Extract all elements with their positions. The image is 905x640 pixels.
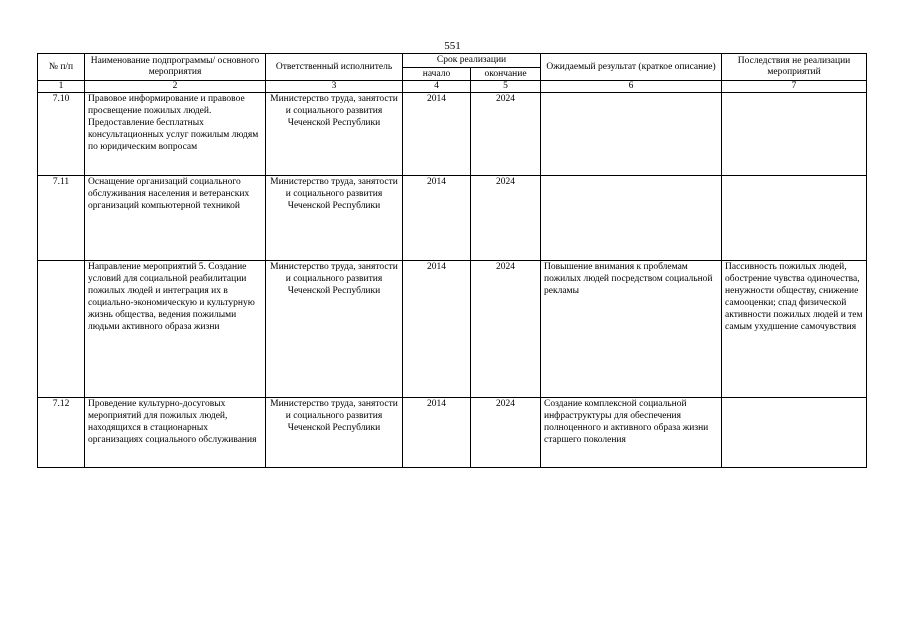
header-executor: Ответственный исполнитель (266, 54, 403, 81)
row-result (541, 93, 722, 176)
header-period: Срок реализации (403, 54, 541, 68)
column-number: 6 (541, 81, 722, 93)
row-result: Повышение внимания к проблемам пожилых людей посредством социальной рекламы (541, 261, 722, 398)
table-row (38, 176, 867, 261)
page-number: 551 (444, 40, 461, 52)
row-start: 2014 (403, 93, 471, 176)
column-number: 3 (266, 81, 403, 93)
row-number: 7.10 (38, 93, 85, 176)
row-start: 2014 (403, 261, 471, 398)
row-end: 2024 (471, 261, 541, 398)
column-number: 1 (38, 81, 85, 93)
row-start: 2014 (403, 398, 471, 468)
row-executor: Министерство труда, занятости и социального развития Чеченской Республики (266, 261, 403, 398)
row-end: 2024 (471, 93, 541, 176)
header-consequences: Последствия не реализации мероприятий (722, 54, 867, 81)
column-number: 5 (471, 81, 541, 93)
row-start: 2014 (403, 176, 471, 261)
table-row (38, 93, 867, 176)
row-name: Правовое информирование и правовое просвещение пожилых людей. Предоставление бесплатных консультационных услуг пожилым людям по юридическим вопросам (85, 93, 266, 176)
header-end: окончание (471, 68, 541, 81)
row-end: 2024 (471, 176, 541, 261)
row-end: 2024 (471, 398, 541, 468)
header-number: № п/п (38, 54, 85, 81)
row-executor: Министерство труда, занятости и социального развития Чеченской Республики (266, 93, 403, 176)
row-number (38, 261, 85, 398)
row-result (541, 176, 722, 261)
row-result: Создание комплексной социальной инфраструктуры для обеспечения полноценного и активного образа жизни старшего поколения (541, 398, 722, 468)
row-number: 7.12 (38, 398, 85, 468)
table-row (38, 398, 867, 468)
table-row (38, 261, 867, 398)
row-executor: Министерство труда, занятости и социального развития Чеченской Республики (266, 176, 403, 261)
row-consequences: Пассивность пожилых людей, обострение чувства одиночества, ненужности обществу, снижение самооценки; спад физической активности пожилых людей и тем самым ухудшение самочувствия (722, 261, 867, 398)
program-table (37, 53, 867, 468)
row-consequences (722, 398, 867, 468)
header-expected-result: Ожидаемый результат (краткое описание) (541, 54, 722, 81)
row-consequences (722, 93, 867, 176)
row-name: Направление мероприятий 5. Создание условий для социальной реабилитации пожилых людей и интеграция их в социально-экономическую и культурную жизнь общества, ведения пожилыми людьми активного образа жизни (85, 261, 266, 398)
row-number: 7.11 (38, 176, 85, 261)
row-consequences (722, 176, 867, 261)
column-number: 4 (403, 81, 471, 93)
header-program-name: Наименование подпрограммы/ основного мероприятия (85, 54, 266, 81)
row-executor: Министерство труда, занятости и социального развития Чеченской Республики (266, 398, 403, 468)
column-number: 7 (722, 81, 867, 93)
row-name: Оснащение организаций социального обслуживания населения и ветеранских организаций компьютерной техникой (85, 176, 266, 261)
column-number: 2 (85, 81, 266, 93)
header-start: начало (403, 68, 471, 81)
row-name: Проведение культурно-досуговых мероприятий для пожилых людей, находящихся в стационарных организациях социального обслуживания (85, 398, 266, 468)
table-header (38, 54, 867, 93)
column-numbers-row (38, 81, 867, 93)
